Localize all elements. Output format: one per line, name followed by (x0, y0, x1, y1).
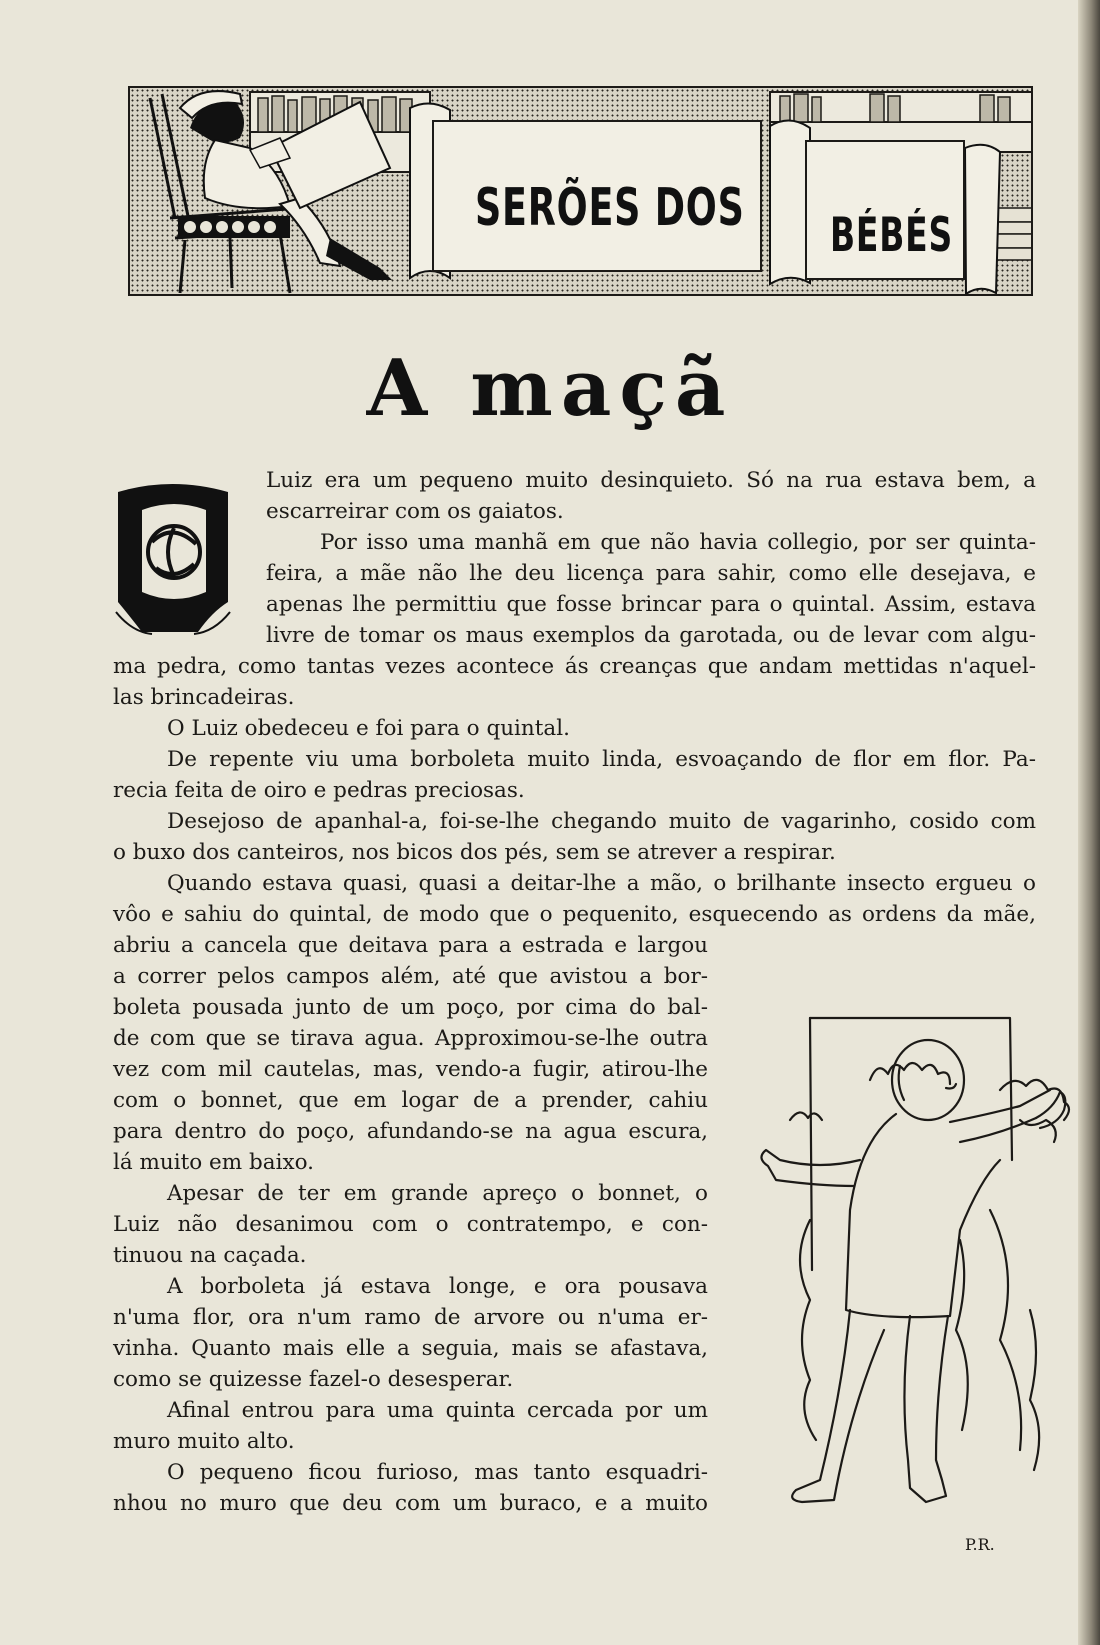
text-line: boleta pousada junto de um poço, por cima do bal- (113, 995, 708, 1020)
text-line: Por isso uma manhã em que não havia collegio, por ser quinta- (320, 530, 1036, 555)
text-line: tinuou na caçada. (113, 1243, 307, 1268)
text-line: recia feita de oiro e pedras preciosas. (113, 778, 525, 803)
text-line: Desejoso de apanhal-a, foi-se-lhe chegando muito de vagarinho, cosido com (167, 809, 1036, 834)
boy-at-wall-illustration (750, 1010, 1095, 1565)
text-line: vôo e sahiu do quintal, de modo que o pequenito, esquecendo as ordens da mãe, (113, 902, 1036, 927)
text-line: escarreirar com os gaiatos. (266, 499, 564, 524)
text-line: a correr pelos campos além, até que avistou a bor- (113, 964, 708, 989)
banner-title-word-1: SERÕES DOS (475, 178, 745, 238)
illustration-signature: P.R. (965, 1535, 995, 1554)
text-line: O pequeno ficou furioso, mas tanto esquadri- (167, 1460, 708, 1485)
text-line: O Luiz obedeceu e foi para o quintal. (167, 716, 570, 741)
text-line: vez com mil cautelas, mas, vendo-a fugir, atirou-lhe (113, 1057, 708, 1082)
text-line: Afinal entrou para uma quinta cercada por um (167, 1398, 708, 1423)
text-line: apenas lhe permittiu que fosse brincar para o quintal. Assim, estava (266, 592, 1036, 617)
text-line: feira, a mãe não lhe deu licença para sahir, como elle desejava, e (266, 561, 1036, 586)
text-line: Quando estava quasi, quasi a deitar-lhe a mão, o brilhante insecto ergueu o (167, 871, 1036, 896)
text-line: como se quizesse fazel-o desesperar. (113, 1367, 514, 1392)
text-line: las brincadeiras. (113, 685, 295, 710)
text-line: Luiz não desanimou com o contratempo, e con- (113, 1212, 708, 1237)
text-line: livre de tomar os maus exemplos da garotada, ou de levar com algu- (266, 623, 1036, 648)
text-line: muro muito alto. (113, 1429, 295, 1454)
text-line: de com que se tirava agua. Approximou-se-lhe outra (113, 1026, 708, 1051)
text-line: Apesar de ter em grande apreço o bonnet, o (167, 1181, 708, 1206)
text-line: o buxo dos canteiros, nos bicos dos pés, sem se atrever a respirar. (113, 840, 836, 865)
drop-cap-ornament (112, 482, 234, 638)
text-line: lá muito em baixo. (113, 1150, 314, 1175)
banner-title-word-2: BÉBÉS (830, 208, 953, 263)
text-line: vinha. Quanto mais elle a seguia, mais se afastava, (113, 1336, 708, 1361)
text-line: nhou no muro que deu com um buraco, e a muito (113, 1491, 708, 1516)
text-line: ma pedra, como tantas vezes acontece ás creanças que andam mettidas n'aquel- (113, 654, 1036, 679)
text-line: n'uma flor, ora n'um ramo de arvore ou n'uma er- (113, 1305, 708, 1330)
header-banner (128, 86, 1033, 296)
text-line: De repente viu uma borboleta muito linda, esvoaçando de flor em flor. Pa- (167, 747, 1036, 772)
text-line: com o bonnet, que em logar de a prender, cahiu (113, 1088, 708, 1113)
text-line: Luiz era um pequeno muito desinquieto. Só na rua estava bem, a (266, 468, 1036, 493)
text-line: A borboleta já estava longe, e ora pousava (167, 1274, 708, 1299)
text-line: abriu a cancela que deitava para a estrada e largou (113, 933, 708, 958)
text-line: para dentro do poço, afundando-se na agua escura, (113, 1119, 708, 1144)
article-title: A maçã (366, 343, 734, 434)
